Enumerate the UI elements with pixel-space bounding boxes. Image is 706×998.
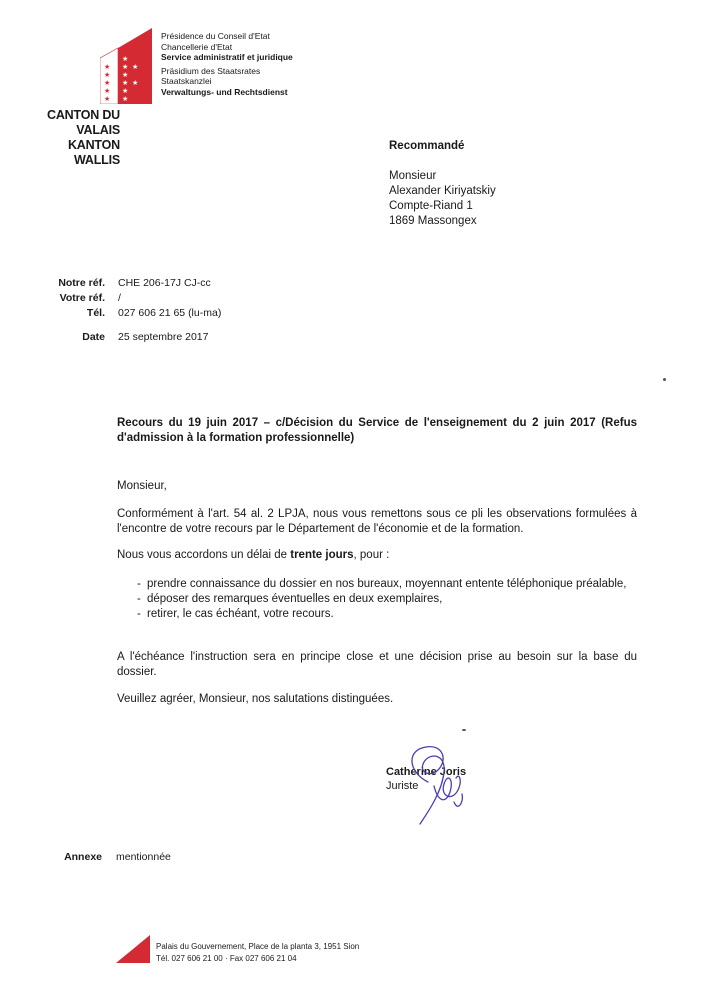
footer-brand-triangle	[116, 935, 150, 963]
svg-text:★: ★	[104, 72, 111, 79]
list-item	[117, 592, 637, 607]
ref-label: Votre réf.	[59, 292, 105, 304]
dept-line: Service administratif et juridique	[161, 52, 293, 63]
list-dash: -	[137, 578, 141, 590]
annexe-label: Annexe	[64, 851, 102, 863]
canton-name-fr: CANTON DU VALAIS	[47, 108, 120, 137]
svg-text:★: ★	[104, 64, 111, 71]
handwritten-signature	[398, 742, 478, 827]
dept-line: Présidence du Conseil d'Etat	[161, 31, 270, 41]
paragraph: A l'échéance l'instruction sera en principe close et une décision prise au besoin sur la base du dossier.	[117, 651, 637, 678]
scan-speck	[462, 729, 466, 731]
svg-text:★: ★	[122, 64, 129, 71]
list-dash: -	[137, 593, 141, 605]
svg-text:★: ★	[104, 80, 111, 87]
footer-line: Palais du Gouvernement, Place de la planta 3, 1951 Sion	[156, 942, 360, 951]
paragraph-text: Nous vous accordons un délai de	[117, 549, 291, 561]
ref-value: CHE 206-17J CJ-cc	[118, 277, 211, 289]
svg-text:★: ★	[104, 96, 111, 103]
svg-text:★: ★	[122, 96, 129, 103]
list-item-text: prendre connaissance du dossier en nos bureaux, moyennant entente téléphonique préalable,	[147, 578, 627, 590]
ref-label: Notre réf.	[58, 277, 105, 289]
scan-speck	[663, 378, 666, 381]
paragraph-text: , pour :	[353, 549, 390, 561]
list-item	[117, 607, 637, 622]
date-label: Date	[82, 331, 105, 343]
footer-address	[156, 941, 359, 965]
dept-line: Präsidium des Staatsrates	[161, 65, 261, 76]
svg-text:★: ★	[122, 88, 129, 95]
date-value: 25 septembre 2017	[118, 331, 209, 343]
signatory-name: Catherine Joris	[386, 766, 467, 778]
ref-row	[50, 306, 221, 321]
svg-text:★: ★	[132, 80, 139, 87]
address-line: Alexander Kiriyatskiy	[389, 185, 496, 197]
dept-line: Verwaltungs- und Rechtsdienst	[161, 86, 288, 97]
canton-name-de: KANTON WALLIS	[67, 138, 120, 167]
dept-line: Chancellerie d'Etat	[161, 41, 233, 52]
annexe-value: mentionnée	[116, 851, 171, 863]
paragraph: Conformément à l'art. 54 al. 2 LPJA, nous vous remettons sous ce pli les observations formulées à l'encontre de votre recours par le Département de l'économie et de la formation.	[117, 508, 637, 535]
date-row	[50, 331, 208, 343]
list-dash: -	[137, 608, 141, 620]
ref-label: Tél.	[86, 307, 105, 319]
address-line: Compte-Riand 1	[389, 200, 473, 212]
recipient-address	[389, 169, 496, 229]
ref-value: 027 606 21 65 (lu-ma)	[118, 307, 222, 319]
footer-line: Tél. 027 606 21 00 · Fax 027 606 21 04	[156, 954, 297, 963]
registered-mail-label: Recommandé	[389, 140, 465, 152]
deadline-emphasis: trente jours	[290, 549, 354, 561]
annexe-row	[50, 851, 171, 863]
svg-text:★: ★	[132, 64, 139, 71]
list-item-text: retirer, le cas échéant, votre recours.	[147, 608, 334, 620]
options-list	[117, 577, 637, 622]
ref-row	[50, 291, 221, 306]
salutation: Monsieur,	[117, 480, 167, 492]
closing-paragraph: Veuillez agréer, Monsieur, nos salutations distinguées.	[117, 693, 394, 705]
address-line: 1869 Massongex	[389, 215, 477, 227]
svg-text:★: ★	[104, 88, 111, 95]
paragraph	[117, 548, 637, 563]
reference-block	[50, 276, 221, 321]
ref-row	[50, 276, 221, 291]
svg-text:★: ★	[122, 80, 129, 87]
ref-value: /	[118, 292, 121, 304]
canton-name	[30, 108, 120, 168]
svg-text:★: ★	[122, 56, 129, 63]
signatory-role: Juriste	[386, 780, 419, 792]
list-item-text: déposer des remarques éventuelles en deux exemplaires,	[147, 593, 443, 605]
svg-text:★: ★	[122, 72, 129, 79]
dept-line: Staatskanzlei	[161, 76, 212, 87]
department-block	[161, 31, 293, 98]
list-item	[117, 577, 637, 592]
canton-valais-logo	[100, 28, 152, 104]
letter-subject: Recours du 19 juin 2017 – c/Décision du Service de l'enseignement du 2 juin 2017 (Refus d'admission à la formation professionnelle)	[117, 417, 637, 444]
address-line: Monsieur	[389, 170, 437, 182]
